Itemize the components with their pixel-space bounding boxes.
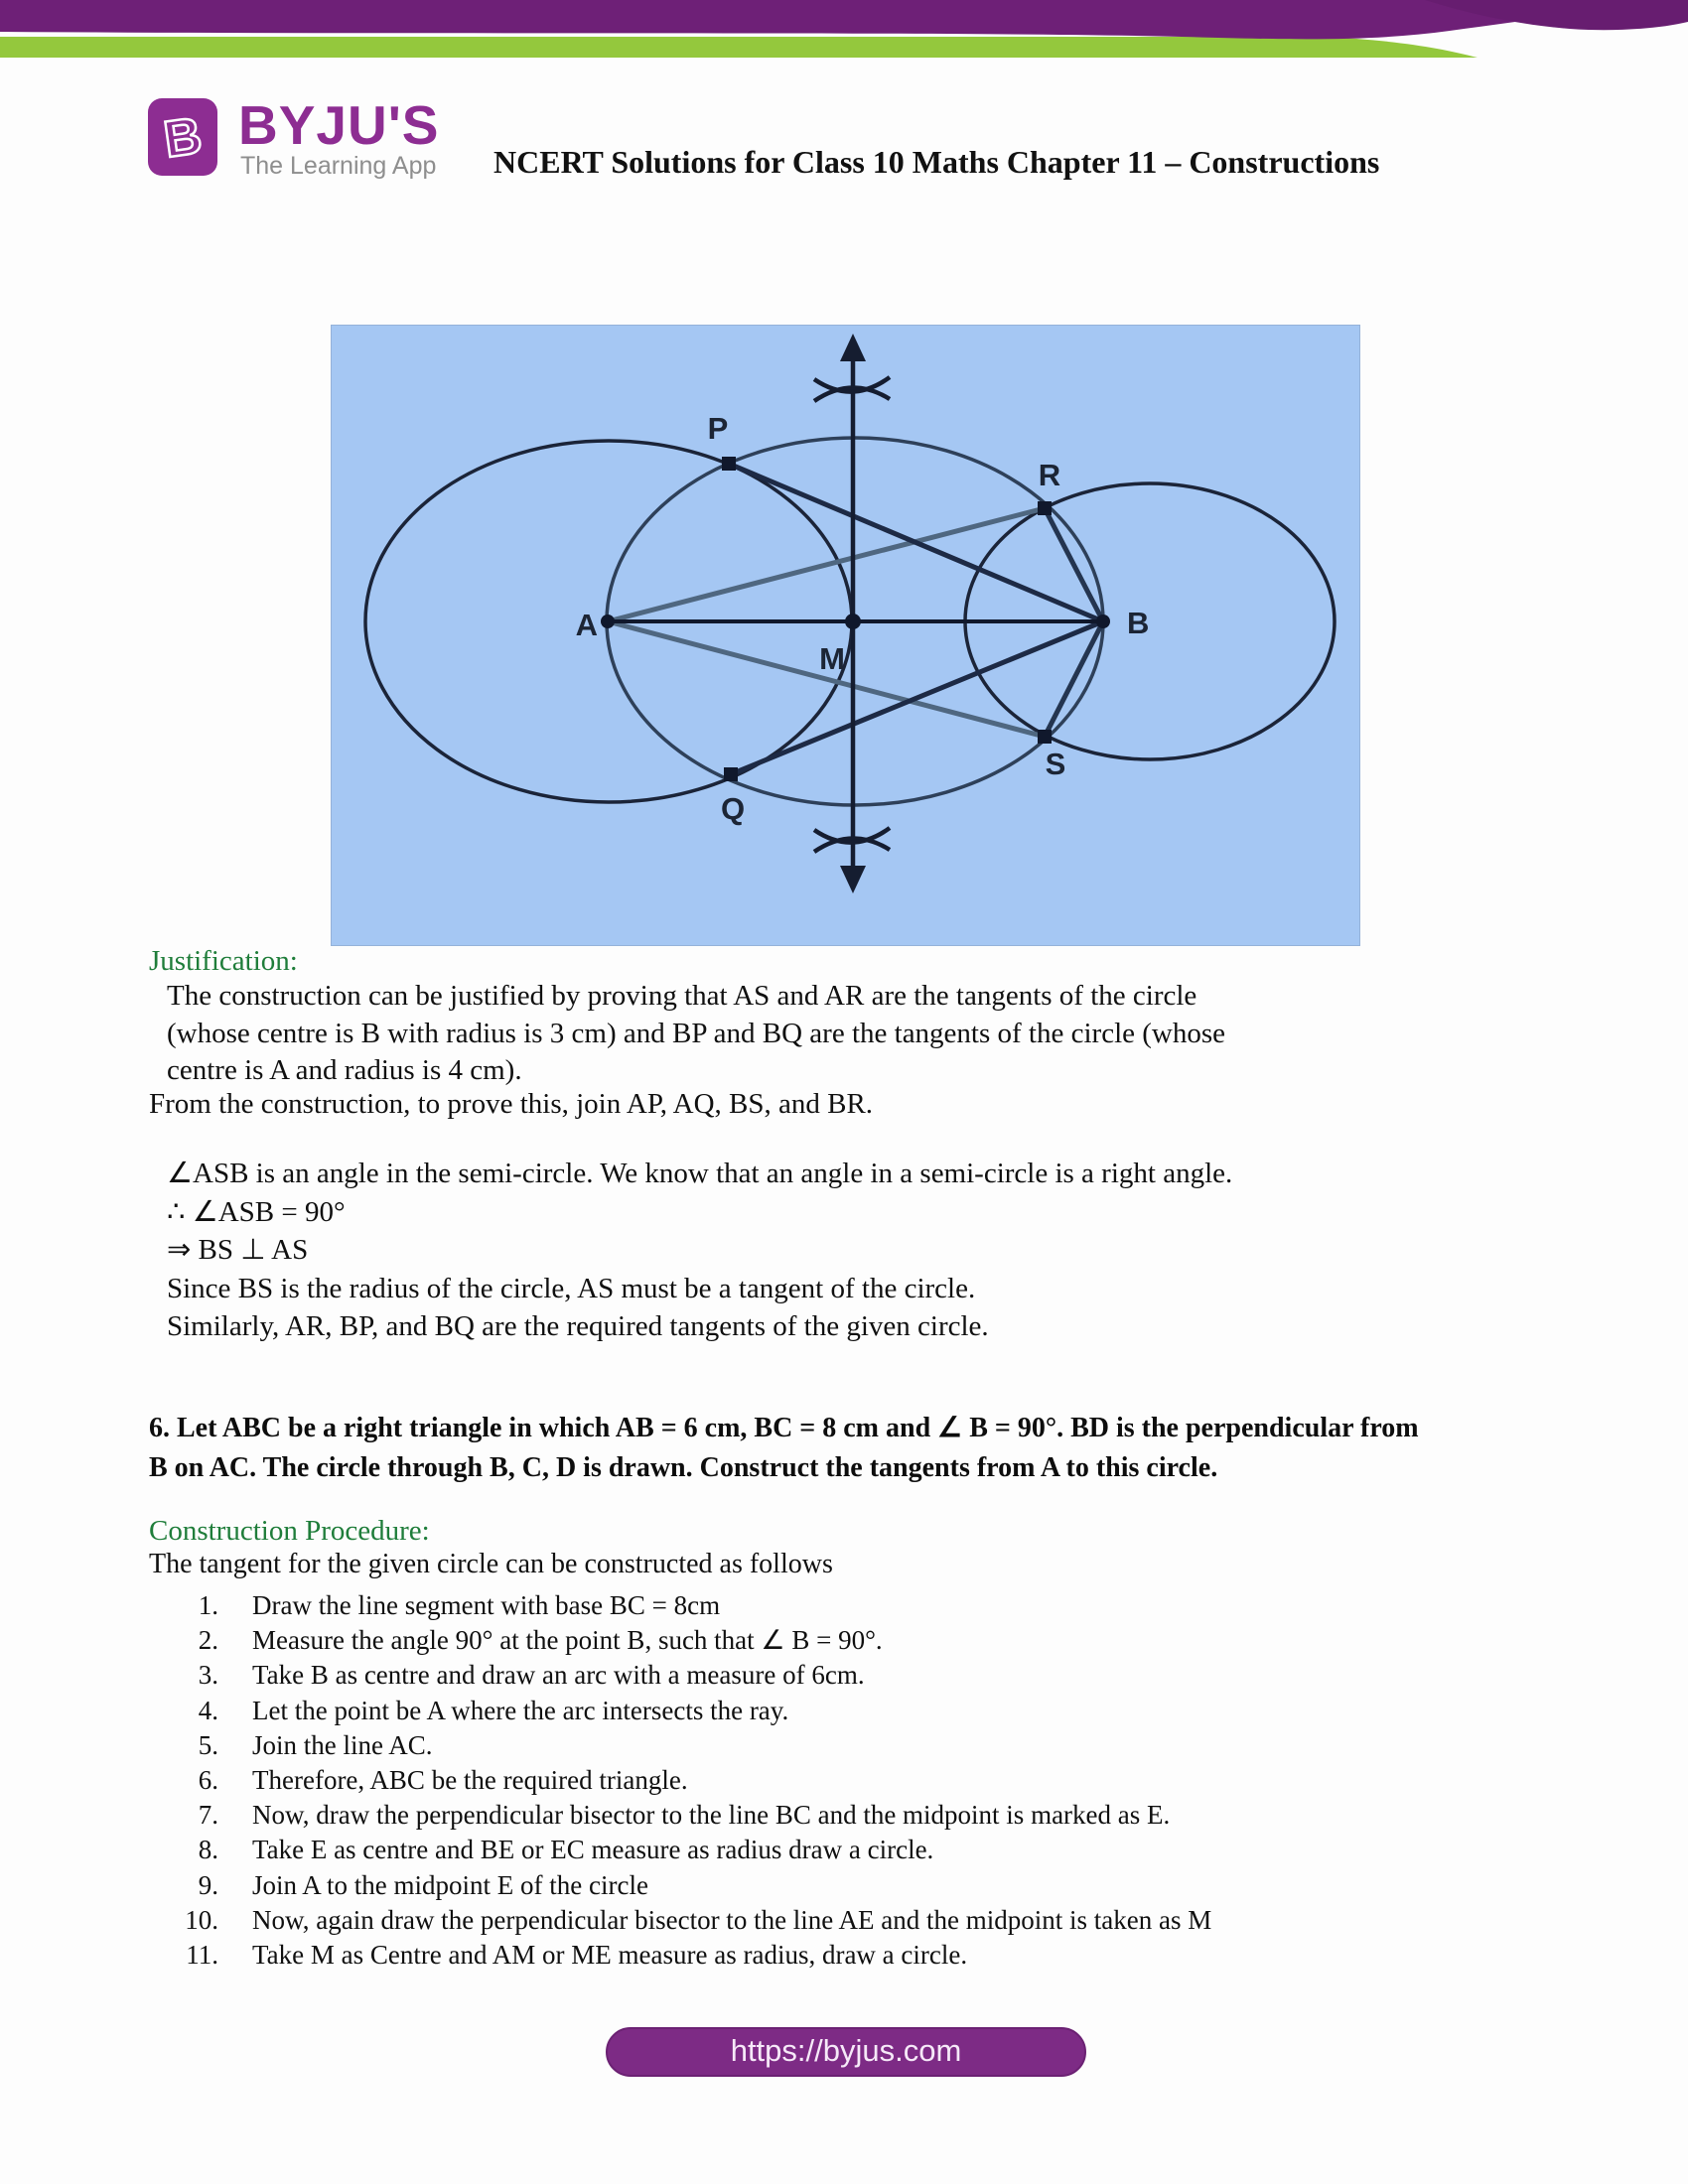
paragraph-line: The construction can be justified by proving that AS and AR are the tangents of the circle (167, 980, 1197, 1012)
construction-diagram (331, 325, 1360, 946)
step-number: 10. (185, 1904, 218, 1935)
proof-line: ∠ASB is an angle in the semi-circle. We know that an angle in a semi-circle is a right angle. (167, 1158, 1233, 1189)
list-item (149, 1588, 1211, 1623)
label-P: P (707, 411, 729, 446)
construction-procedure-heading: Construction Procedure: (149, 1515, 430, 1547)
label-S: S (1045, 747, 1066, 781)
paragraph-line: (whose centre is B with radius is 3 cm) and BP and BQ are the tangents of the circle (whose (167, 1017, 1226, 1049)
paragraph-line: centre is A and radius is 4 cm). (167, 1054, 522, 1086)
chord-BS (1045, 621, 1103, 737)
page-title: NCERT Solutions for Class 10 Maths Chapter 11 – Constructions (493, 144, 1380, 180)
tangent-AS (608, 621, 1045, 737)
point-S (1038, 730, 1052, 744)
label-Q: Q (720, 791, 746, 826)
justification-paragraph (167, 978, 1225, 1090)
banner-green-stripe (0, 37, 1477, 58)
brand-name: BYJU'S (238, 94, 440, 156)
point-P (722, 457, 736, 471)
step-number: 7. (198, 1800, 218, 1831)
label-A: A (575, 608, 598, 642)
question-line: 6. Let ABC be a right triangle in which AB = 6 cm, BC = 8 cm and ∠ B = 90°. BD is the perpendicular from (149, 1413, 1419, 1443)
banner-purple-wave (0, 0, 1688, 39)
construction-steps-list (149, 1588, 1211, 1973)
question-6 (149, 1409, 1419, 1488)
point-B (1096, 614, 1110, 628)
proof-line: ⇒ BS ⊥ AS (167, 1234, 309, 1266)
footer-url-button[interactable]: https://byjus.com (606, 2027, 1086, 2077)
step-number: 11. (186, 1940, 218, 1971)
step-text: Now, again draw the perpendicular bisector to the line AE and the midpoint is taken as M (252, 1904, 1212, 1935)
step-number: 2. (198, 1625, 218, 1656)
step-text: Let the point be A where the arc intersects the ray. (252, 1695, 789, 1725)
justification-heading: Justification: (149, 945, 298, 977)
proof-line: Since BS is the radius of the circle, AS must be a tangent of the circle. (167, 1272, 976, 1304)
step-number: 5. (198, 1729, 218, 1760)
arrow-up-icon (840, 334, 866, 361)
point-A (601, 614, 615, 628)
step-text: Therefore, ABC be the required triangle. (252, 1765, 688, 1796)
list-item (149, 1798, 1211, 1833)
list-item (149, 1868, 1211, 1903)
arrow-down-icon (840, 866, 866, 893)
step-text: Draw the line segment with base BC = 8cm (252, 1590, 721, 1620)
label-M: M (819, 641, 845, 676)
list-item (149, 1903, 1211, 1938)
question-line: B on AC. The circle through B, C, D is drawn. Construct the tangents from A to this circle. (149, 1452, 1218, 1483)
step-text: Take E as centre and BE or EC measure as radius draw a circle. (252, 1835, 934, 1865)
point-M (845, 614, 861, 629)
tangent-AR (608, 508, 1045, 621)
step-number: 6. (198, 1765, 218, 1796)
step-number: 8. (198, 1835, 218, 1865)
list-item (149, 1658, 1211, 1693)
step-number: 4. (198, 1695, 218, 1725)
step-number: 9. (198, 1869, 218, 1900)
step-text: Take B as centre and draw an arc with a measure of 6cm. (252, 1660, 865, 1691)
byjus-logo-icon (147, 97, 218, 177)
list-item (149, 1763, 1211, 1798)
list-item (149, 1938, 1211, 1973)
logo-b-letter: B (160, 106, 206, 170)
angle-proof-block (167, 1155, 1232, 1346)
list-item (149, 1728, 1211, 1763)
step-text: Measure the angle 90° at the point B, such that ∠ B = 90°. (252, 1625, 883, 1656)
step-text: Take M as Centre and AM or ME measure as radius, draw a circle. (252, 1940, 968, 1971)
brand-tagline: The Learning App (240, 152, 437, 180)
list-item (149, 1623, 1211, 1658)
list-item (149, 1833, 1211, 1867)
point-Q (724, 767, 738, 781)
list-item (149, 1694, 1211, 1728)
label-B: B (1127, 606, 1150, 640)
construction-intro: The tangent for the given circle can be constructed as follows (149, 1549, 833, 1579)
proof-line: Similarly, AR, BP, and BQ are the required tangents of the given circle. (167, 1310, 989, 1342)
step-text: Join A to the midpoint E of the circle (252, 1869, 648, 1900)
header-banner (0, 0, 1688, 62)
step-number: 1. (198, 1590, 218, 1620)
step-number: 3. (198, 1660, 218, 1691)
diagram-svg (332, 326, 1359, 945)
chord-BR (1045, 508, 1103, 621)
point-R (1038, 501, 1052, 515)
proof-line: ∴ ∠ASB = 90° (167, 1195, 346, 1228)
step-text: Now, draw the perpendicular bisector to the line BC and the midpoint is marked as E. (252, 1800, 1171, 1831)
step-text: Join the line AC. (252, 1729, 433, 1760)
join-instruction-line: From the construction, to prove this, join AP, AQ, BS, and BR. (149, 1088, 874, 1120)
label-R: R (1038, 458, 1061, 492)
